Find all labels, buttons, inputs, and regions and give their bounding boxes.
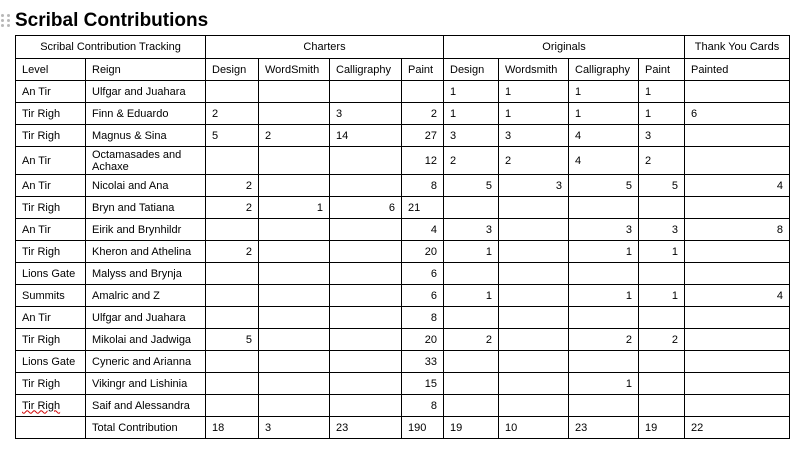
originals-paint-cell: 3 — [639, 125, 685, 147]
charters-design-cell: 2 — [206, 175, 259, 197]
originals-paint-cell — [639, 395, 685, 417]
charters-paint-cell: 2 — [402, 103, 444, 125]
painted-cell — [685, 307, 790, 329]
originals-wordsmith-cell — [499, 395, 569, 417]
charters-calligraphy-cell: 6 — [330, 197, 402, 219]
charters-design-cell — [206, 147, 259, 175]
total-level-cell — [16, 417, 86, 439]
contributions-table — [15, 35, 790, 439]
level-cell: Tir Righ — [16, 329, 86, 351]
table-row — [16, 219, 790, 241]
level-cell: Tir Righ — [16, 241, 86, 263]
painted-cell — [685, 125, 790, 147]
originals-design-cell — [444, 351, 499, 373]
charters-design-cell: 5 — [206, 125, 259, 147]
total-label: Total Contribution — [86, 417, 206, 439]
painted-cell — [685, 241, 790, 263]
col-charters-calligraphy: Calligraphy — [330, 59, 402, 81]
originals-design-cell: 1 — [444, 241, 499, 263]
total-originals-design: 19 — [444, 417, 499, 439]
charters-wordsmith-cell — [259, 103, 330, 125]
level-cell: Lions Gate — [16, 263, 86, 285]
originals-design-cell: 3 — [444, 125, 499, 147]
originals-wordsmith-cell — [499, 307, 569, 329]
originals-paint-cell — [639, 263, 685, 285]
charters-wordsmith-cell — [259, 175, 330, 197]
charters-design-cell — [206, 395, 259, 417]
painted-cell — [685, 395, 790, 417]
charters-design-cell: 2 — [206, 241, 259, 263]
table-row — [16, 241, 790, 263]
painted-cell — [685, 373, 790, 395]
charters-wordsmith-cell — [259, 307, 330, 329]
charters-wordsmith-cell: 2 — [259, 125, 330, 147]
originals-paint-cell — [639, 197, 685, 219]
originals-design-cell: 1 — [444, 103, 499, 125]
col-charters-paint: Paint — [402, 59, 444, 81]
total-charters-calligraphy: 23 — [330, 417, 402, 439]
page-title: Scribal Contributions — [15, 10, 209, 31]
originals-wordsmith-cell: 3 — [499, 125, 569, 147]
charters-calligraphy-cell — [330, 147, 402, 175]
col-charters-wordsmith: WordSmith — [259, 59, 330, 81]
total-charters-wordsmith: 3 — [259, 417, 330, 439]
col-originals-calligraphy: Calligraphy — [569, 59, 639, 81]
charters-wordsmith-cell — [259, 241, 330, 263]
originals-design-cell: 3 — [444, 219, 499, 241]
originals-wordsmith-cell — [499, 263, 569, 285]
originals-wordsmith-cell — [499, 285, 569, 307]
table-row — [16, 197, 790, 219]
originals-design-cell — [444, 395, 499, 417]
painted-cell — [685, 351, 790, 373]
reign-cell: Bryn and Tatiana — [86, 197, 206, 219]
charters-design-cell — [206, 81, 259, 103]
level-cell: Tir Righ — [16, 103, 86, 125]
painted-cell — [685, 329, 790, 351]
table-row — [16, 81, 790, 103]
level-cell: An Tir — [16, 307, 86, 329]
charters-paint-cell: 6 — [402, 285, 444, 307]
reign-cell: Vikingr and Lishinia — [86, 373, 206, 395]
painted-cell — [685, 147, 790, 175]
charters-calligraphy-cell: 3 — [330, 103, 402, 125]
total-painted: 22 — [685, 417, 790, 439]
charters-paint-cell: 6 — [402, 263, 444, 285]
table-row — [16, 175, 790, 197]
charters-paint-cell — [402, 81, 444, 103]
charters-wordsmith-cell — [259, 395, 330, 417]
originals-paint-cell: 5 — [639, 175, 685, 197]
charters-wordsmith-cell — [259, 263, 330, 285]
charters-design-cell — [206, 285, 259, 307]
originals-calligraphy-cell: 4 — [569, 125, 639, 147]
charters-calligraphy-cell — [330, 175, 402, 197]
charters-design-cell: 2 — [206, 197, 259, 219]
total-row — [16, 417, 790, 439]
table-row — [16, 351, 790, 373]
col-level: Level — [16, 59, 86, 81]
painted-cell: 8 — [685, 219, 790, 241]
charters-paint-cell: 21 — [402, 197, 444, 219]
reign-cell: Nicolai and Ana — [86, 175, 206, 197]
reign-cell: Kheron and Athelina — [86, 241, 206, 263]
originals-design-cell: 2 — [444, 329, 499, 351]
table-row — [16, 395, 790, 417]
charters-paint-cell: 8 — [402, 175, 444, 197]
painted-cell: 4 — [685, 175, 790, 197]
charters-design-cell — [206, 351, 259, 373]
originals-paint-cell: 1 — [639, 285, 685, 307]
originals-design-cell — [444, 307, 499, 329]
originals-wordsmith-cell — [499, 197, 569, 219]
painted-cell — [685, 81, 790, 103]
level-cell: Tir Righ — [16, 197, 86, 219]
header-originals: Originals — [444, 36, 685, 59]
reign-cell: Mikolai and Jadwiga — [86, 329, 206, 351]
charters-paint-cell: 4 — [402, 219, 444, 241]
originals-calligraphy-cell: 1 — [569, 241, 639, 263]
originals-calligraphy-cell: 1 — [569, 81, 639, 103]
col-originals-paint: Paint — [639, 59, 685, 81]
charters-calligraphy-cell — [330, 329, 402, 351]
col-reign: Reign — [86, 59, 206, 81]
originals-calligraphy-cell: 1 — [569, 373, 639, 395]
col-originals-design: Design — [444, 59, 499, 81]
originals-wordsmith-cell — [499, 219, 569, 241]
table-row — [16, 307, 790, 329]
reign-cell: Finn & Eduardo — [86, 103, 206, 125]
originals-calligraphy-cell — [569, 395, 639, 417]
originals-paint-cell — [639, 373, 685, 395]
reign-cell: Ulfgar and Juahara — [86, 81, 206, 103]
level-cell: Tir Righ — [16, 125, 86, 147]
total-charters-paint: 190 — [402, 417, 444, 439]
originals-paint-cell: 3 — [639, 219, 685, 241]
charters-wordsmith-cell — [259, 81, 330, 103]
col-originals-wordsmith: Wordsmith — [499, 59, 569, 81]
table-row — [16, 373, 790, 395]
charters-design-cell — [206, 373, 259, 395]
header-tracking: Scribal Contribution Tracking — [16, 36, 206, 59]
reign-cell: Ulfgar and Juahara — [86, 307, 206, 329]
charters-design-cell: 5 — [206, 329, 259, 351]
originals-wordsmith-cell: 1 — [499, 81, 569, 103]
col-charters-design: Design — [206, 59, 259, 81]
originals-paint-cell: 1 — [639, 103, 685, 125]
originals-calligraphy-cell: 1 — [569, 285, 639, 307]
originals-calligraphy-cell: 1 — [569, 103, 639, 125]
originals-paint-cell: 1 — [639, 241, 685, 263]
painted-cell: 6 — [685, 103, 790, 125]
col-painted: Painted — [685, 59, 790, 81]
originals-wordsmith-cell: 2 — [499, 147, 569, 175]
charters-paint-cell: 20 — [402, 329, 444, 351]
originals-wordsmith-cell: 3 — [499, 175, 569, 197]
originals-calligraphy-cell: 5 — [569, 175, 639, 197]
charters-paint-cell: 8 — [402, 307, 444, 329]
charters-paint-cell: 27 — [402, 125, 444, 147]
table-row — [16, 103, 790, 125]
level-cell: Tir Righ — [16, 395, 86, 417]
originals-paint-cell: 2 — [639, 147, 685, 175]
reign-cell: Magnus & Sina — [86, 125, 206, 147]
charters-wordsmith-cell — [259, 147, 330, 175]
total-originals-paint: 19 — [639, 417, 685, 439]
originals-design-cell — [444, 197, 499, 219]
originals-design-cell: 2 — [444, 147, 499, 175]
reign-cell: Amalric and Z — [86, 285, 206, 307]
charters-paint-cell: 15 — [402, 373, 444, 395]
charters-design-cell: 2 — [206, 103, 259, 125]
originals-paint-cell — [639, 351, 685, 373]
charters-calligraphy-cell — [330, 81, 402, 103]
charters-calligraphy-cell: 14 — [330, 125, 402, 147]
charters-design-cell — [206, 307, 259, 329]
originals-calligraphy-cell — [569, 307, 639, 329]
originals-design-cell: 5 — [444, 175, 499, 197]
reign-cell: Saif and Alessandra — [86, 395, 206, 417]
reign-cell: Malyss and Brynja — [86, 263, 206, 285]
originals-paint-cell — [639, 307, 685, 329]
header-charters: Charters — [206, 36, 444, 59]
total-originals-wordsmith: 10 — [499, 417, 569, 439]
charters-calligraphy-cell — [330, 351, 402, 373]
originals-wordsmith-cell — [499, 329, 569, 351]
originals-paint-cell: 1 — [639, 81, 685, 103]
originals-wordsmith-cell — [499, 241, 569, 263]
originals-calligraphy-cell — [569, 197, 639, 219]
level-cell: Summits — [16, 285, 86, 307]
level-cell: An Tir — [16, 81, 86, 103]
level-cell: Tir Righ — [16, 373, 86, 395]
originals-calligraphy-cell: 3 — [569, 219, 639, 241]
painted-cell — [685, 197, 790, 219]
total-charters-design: 18 — [206, 417, 259, 439]
charters-design-cell — [206, 219, 259, 241]
originals-design-cell: 1 — [444, 285, 499, 307]
charters-wordsmith-cell — [259, 329, 330, 351]
charters-wordsmith-cell — [259, 373, 330, 395]
charters-paint-cell: 20 — [402, 241, 444, 263]
originals-design-cell — [444, 263, 499, 285]
table-row — [16, 125, 790, 147]
charters-wordsmith-cell — [259, 219, 330, 241]
originals-calligraphy-cell — [569, 351, 639, 373]
charters-calligraphy-cell — [330, 373, 402, 395]
level-cell: An Tir — [16, 175, 86, 197]
reign-cell: Cyneric and Arianna — [86, 351, 206, 373]
charters-wordsmith-cell: 1 — [259, 197, 330, 219]
drag-handle-icon[interactable] — [1, 14, 11, 32]
charters-wordsmith-cell — [259, 351, 330, 373]
table-row — [16, 329, 790, 351]
header-thank-you-cards: Thank You Cards — [685, 36, 790, 59]
originals-paint-cell: 2 — [639, 329, 685, 351]
charters-calligraphy-cell — [330, 395, 402, 417]
originals-design-cell: 1 — [444, 81, 499, 103]
originals-design-cell — [444, 373, 499, 395]
charters-calligraphy-cell — [330, 307, 402, 329]
table-row — [16, 263, 790, 285]
charters-calligraphy-cell — [330, 219, 402, 241]
originals-wordsmith-cell: 1 — [499, 103, 569, 125]
charters-calligraphy-cell — [330, 263, 402, 285]
originals-wordsmith-cell — [499, 373, 569, 395]
charters-design-cell — [206, 263, 259, 285]
total-originals-calligraphy: 23 — [569, 417, 639, 439]
charters-calligraphy-cell — [330, 241, 402, 263]
charters-wordsmith-cell — [259, 285, 330, 307]
level-cell: Lions Gate — [16, 351, 86, 373]
reign-cell: Octamasades and Achaxe — [86, 147, 206, 175]
charters-paint-cell: 12 — [402, 147, 444, 175]
charters-calligraphy-cell — [330, 285, 402, 307]
painted-cell: 4 — [685, 285, 790, 307]
originals-calligraphy-cell — [569, 263, 639, 285]
level-cell: An Tir — [16, 147, 86, 175]
originals-calligraphy-cell: 2 — [569, 329, 639, 351]
level-cell: An Tir — [16, 219, 86, 241]
table-row — [16, 147, 790, 175]
charters-paint-cell: 8 — [402, 395, 444, 417]
charters-paint-cell: 33 — [402, 351, 444, 373]
originals-wordsmith-cell — [499, 351, 569, 373]
originals-calligraphy-cell: 4 — [569, 147, 639, 175]
painted-cell — [685, 263, 790, 285]
reign-cell: Eirik and Brynhildr — [86, 219, 206, 241]
table-row — [16, 285, 790, 307]
